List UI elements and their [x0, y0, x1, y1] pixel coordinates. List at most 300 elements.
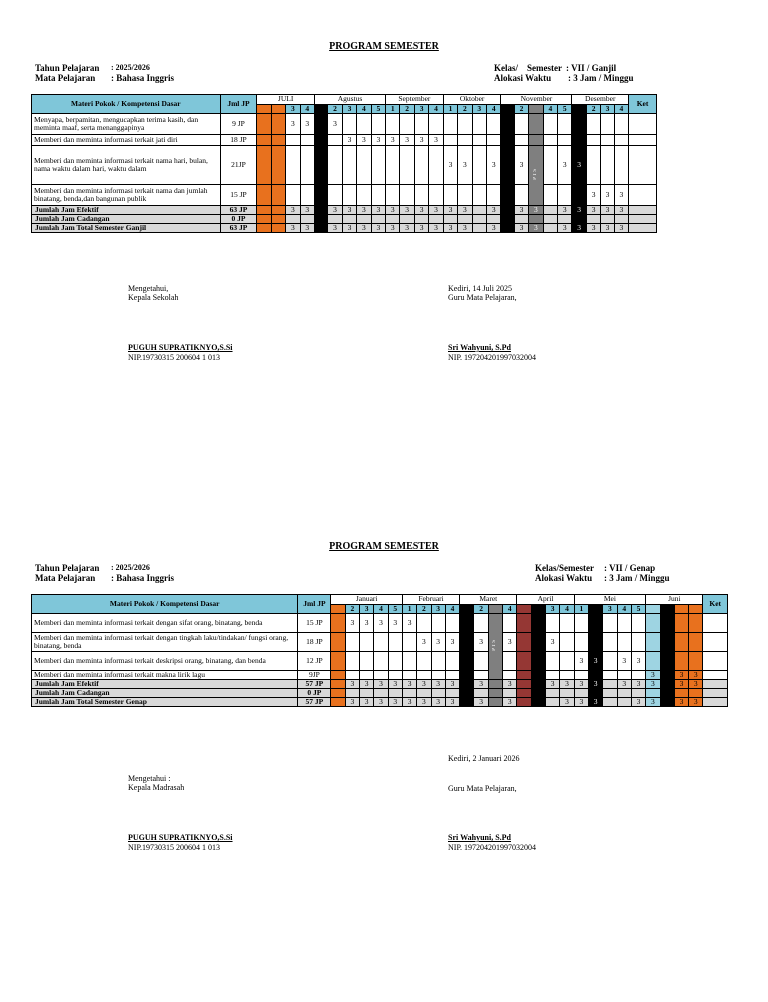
total-cell	[586, 215, 600, 224]
total-cell: 3	[445, 698, 459, 707]
col-header-materi: Materi Pokok / Kompetensi Dasar	[32, 95, 221, 114]
week-header: 2	[514, 104, 528, 114]
week-header: 3	[603, 604, 617, 614]
total-cell	[487, 215, 501, 224]
week-cell	[257, 146, 271, 185]
week-cell	[257, 135, 271, 146]
total-cell	[488, 698, 502, 707]
week-cell	[517, 633, 531, 652]
total-label: Jumlah Jam Total Semester Genap	[32, 698, 298, 707]
total-cell	[472, 224, 486, 233]
total-cell	[374, 689, 388, 698]
ket-cell	[703, 633, 728, 652]
week-cell	[474, 671, 488, 680]
week-cell	[586, 135, 600, 146]
ket-cell	[629, 215, 657, 224]
week-cell	[445, 652, 459, 671]
week-cell: 3	[474, 633, 488, 652]
materi-cell: Memberi dan meminta informasi terkait dengan sifat orang, binatang, benda	[32, 614, 298, 633]
pts-label: P T S	[532, 169, 538, 180]
total-cell: 3	[487, 206, 501, 215]
total-cell	[646, 689, 660, 698]
week-cell	[257, 114, 271, 135]
week-cell	[660, 671, 674, 680]
total-cell	[514, 215, 528, 224]
week-cell	[531, 633, 545, 652]
total-cell	[660, 698, 674, 707]
week-header: 3	[431, 604, 445, 614]
total-label: Jumlah Jam Efektif	[32, 206, 221, 215]
week-cell: 3	[458, 146, 472, 185]
week-cell	[386, 114, 400, 135]
guru-name: Sri Wahyuni, S.Pd	[448, 833, 511, 842]
table-row	[32, 633, 728, 652]
week-cell	[443, 135, 457, 146]
total-cell: 3	[588, 698, 602, 707]
total-cell	[588, 689, 602, 698]
week-cell	[631, 671, 645, 680]
week-cell: 3	[388, 614, 402, 633]
week-header: 2	[474, 604, 488, 614]
week-cell	[543, 185, 557, 206]
total-cell	[603, 680, 617, 689]
week-cell: 3	[431, 633, 445, 652]
week-cell	[300, 185, 314, 206]
week-header: 2	[328, 104, 342, 114]
mapel-label: Mata Pelajaran	[35, 573, 96, 583]
program-semester-table-ganjil	[31, 94, 657, 233]
week-cell	[558, 185, 572, 206]
week-cell	[315, 146, 328, 185]
week-header: 4	[617, 604, 631, 614]
week-cell	[543, 146, 557, 185]
mengetahui-text: Mengetahui,	[128, 284, 169, 293]
week-cell	[503, 652, 517, 671]
table-row	[32, 146, 657, 185]
week-cell	[400, 185, 414, 206]
week-cell	[501, 185, 514, 206]
week-cell	[472, 185, 486, 206]
total-cell	[503, 689, 517, 698]
week-header: 4	[487, 104, 501, 114]
week-cell	[388, 633, 402, 652]
week-cell: 3	[374, 614, 388, 633]
total-cell: 3	[529, 206, 543, 215]
table-row	[32, 135, 657, 146]
total-jp: 57 JP	[298, 680, 331, 689]
week-cell	[531, 614, 545, 633]
total-cell: 3	[572, 224, 586, 233]
week-cell: 3	[574, 652, 588, 671]
kelas-label: Kelas/Semester	[535, 563, 594, 573]
week-cell	[300, 146, 314, 185]
week-cell	[328, 146, 342, 185]
week-cell	[443, 185, 457, 206]
total-cell	[601, 215, 614, 224]
total-cell	[674, 689, 688, 698]
week-cell	[614, 135, 628, 146]
week-header: 1	[443, 104, 457, 114]
week-cell	[514, 135, 528, 146]
week-header: 5	[371, 104, 385, 114]
week-cell	[417, 671, 431, 680]
week-cell	[357, 146, 371, 185]
kepala-name: PUGUH SUPRATIKNYO,S.Si	[128, 343, 233, 352]
ket-cell	[629, 146, 657, 185]
total-cell: 3	[487, 224, 501, 233]
week-header: 2	[417, 604, 431, 614]
week-cell	[331, 633, 345, 652]
total-cell	[488, 689, 502, 698]
week-cell	[271, 185, 285, 206]
total-cell	[572, 215, 586, 224]
jp-cell: 15 JP	[220, 185, 257, 206]
tahun-value: : 2025/2026	[111, 63, 150, 72]
week-cell	[345, 633, 359, 652]
week-cell	[315, 114, 328, 135]
ket-cell	[629, 114, 657, 135]
col-header-ket: Ket	[703, 595, 728, 614]
week-cell	[414, 185, 428, 206]
week-cell	[328, 135, 342, 146]
materi-cell: Memberi dan meminta informasi terkait makna lirik lagu	[32, 671, 298, 680]
total-cell	[617, 698, 631, 707]
month-header: Januari	[331, 595, 403, 605]
week-header: 2	[345, 604, 359, 614]
month-header: Februari	[402, 595, 459, 605]
total-cell: 3	[674, 680, 688, 689]
total-cell: 3	[558, 206, 572, 215]
week-cell	[603, 633, 617, 652]
total-cell: 3	[360, 698, 374, 707]
week-cell	[558, 114, 572, 135]
week-cell	[374, 671, 388, 680]
total-cell	[660, 680, 674, 689]
mapel-label: Mata Pelajaran	[35, 73, 96, 83]
week-cell	[345, 652, 359, 671]
week-cell: 3	[371, 135, 385, 146]
week-header	[531, 604, 545, 614]
week-cell	[517, 671, 531, 680]
total-cell: 3	[617, 680, 631, 689]
week-cell	[501, 146, 514, 185]
total-cell: 3	[374, 680, 388, 689]
week-cell: 3	[631, 652, 645, 671]
total-cell	[357, 215, 371, 224]
total-cell: 3	[328, 206, 342, 215]
total-cell: 3	[429, 224, 443, 233]
total-cell: 3	[588, 680, 602, 689]
week-header	[488, 604, 502, 614]
week-cell	[386, 185, 400, 206]
week-cell	[388, 652, 402, 671]
week-cell	[371, 114, 385, 135]
total-cell	[501, 206, 514, 215]
total-cell	[331, 689, 345, 698]
week-cell	[501, 135, 514, 146]
total-cell	[257, 206, 271, 215]
week-header: 3	[472, 104, 486, 114]
month-header: September	[386, 95, 444, 105]
total-cell: 3	[546, 680, 560, 689]
week-cell	[414, 146, 428, 185]
week-header	[501, 104, 514, 114]
total-cell	[342, 215, 356, 224]
total-cell: 3	[417, 698, 431, 707]
week-cell	[646, 614, 660, 633]
total-cell: 3	[286, 224, 300, 233]
total-cell	[286, 215, 300, 224]
week-cell	[603, 671, 617, 680]
total-cell	[386, 215, 400, 224]
week-cell	[445, 614, 459, 633]
week-cell	[560, 633, 574, 652]
week-cell	[371, 146, 385, 185]
week-cell	[674, 614, 688, 633]
week-cell: 3	[689, 671, 703, 680]
table-row	[32, 652, 728, 671]
total-cell: 3	[371, 224, 385, 233]
total-cell	[271, 215, 285, 224]
week-cell	[503, 614, 517, 633]
week-header	[460, 604, 474, 614]
mapel-value: : Bahasa Inggris	[111, 573, 175, 583]
week-cell	[543, 135, 557, 146]
total-row	[32, 206, 657, 215]
week-cell: 3	[646, 671, 660, 680]
week-cell	[689, 614, 703, 633]
total-cell: 3	[474, 680, 488, 689]
week-cell	[488, 614, 502, 680]
jp-cell: 15 JP	[298, 614, 331, 633]
total-cell: 3	[443, 224, 457, 233]
jp-cell: 9JP	[298, 671, 331, 680]
week-cell: 3	[546, 633, 560, 652]
week-cell	[601, 114, 614, 135]
ket-cell	[703, 671, 728, 680]
week-cell	[386, 146, 400, 185]
total-cell: 3	[414, 224, 428, 233]
week-cell	[614, 146, 628, 185]
week-cell	[374, 652, 388, 671]
week-cell	[689, 633, 703, 652]
week-cell	[501, 114, 514, 135]
week-cell	[460, 614, 474, 633]
week-cell: 3	[328, 114, 342, 135]
jp-cell: 12 JP	[298, 652, 331, 671]
tahun-label: Tahun Pelajaran	[35, 63, 100, 73]
month-header: JULI	[257, 95, 315, 105]
col-header-materi: Materi Pokok / Kompetensi Dasar	[32, 595, 298, 614]
week-cell	[400, 146, 414, 185]
total-cell: 3	[429, 206, 443, 215]
total-cell	[431, 689, 445, 698]
week-cell	[460, 652, 474, 671]
week-header: 3	[360, 604, 374, 614]
week-cell	[646, 652, 660, 671]
week-cell: 3	[617, 652, 631, 671]
ket-cell	[703, 689, 728, 698]
total-cell	[472, 215, 486, 224]
program-semester-table-genap	[31, 594, 728, 707]
kepala-name: PUGUH SUPRATIKNYO,S.Si	[128, 833, 233, 842]
total-cell: 3	[503, 680, 517, 689]
total-cell	[560, 689, 574, 698]
week-header: 1	[574, 604, 588, 614]
week-cell	[443, 114, 457, 135]
week-cell: 3	[286, 114, 300, 135]
week-cell	[400, 114, 414, 135]
kepala-nip: NIP.19730315 200604 1 013	[128, 843, 221, 852]
ket-cell	[703, 680, 728, 689]
week-cell: 3	[503, 633, 517, 652]
total-cell: 3	[560, 680, 574, 689]
total-cell: 3	[443, 206, 457, 215]
week-header: 4	[357, 104, 371, 114]
total-cell: 3	[345, 698, 359, 707]
jp-cell: 18 JP	[298, 633, 331, 652]
week-cell	[572, 135, 586, 146]
week-cell	[271, 135, 285, 146]
total-row	[32, 680, 728, 689]
week-cell	[601, 146, 614, 185]
week-cell	[558, 135, 572, 146]
total-cell: 3	[529, 224, 543, 233]
week-cell	[474, 614, 488, 633]
total-jp: 63 JP	[220, 224, 257, 233]
total-cell: 3	[431, 680, 445, 689]
total-cell: 3	[342, 206, 356, 215]
week-header: 5	[388, 604, 402, 614]
total-cell: 3	[646, 680, 660, 689]
week-cell	[286, 135, 300, 146]
guru-nip: NIP. 197204201997032004	[448, 353, 537, 362]
week-cell	[603, 614, 617, 633]
total-cell	[371, 215, 385, 224]
total-cell: 3	[417, 680, 431, 689]
total-cell: 3	[514, 206, 528, 215]
week-cell: 3	[342, 135, 356, 146]
week-cell	[487, 135, 501, 146]
week-cell	[574, 633, 588, 652]
total-cell	[417, 689, 431, 698]
total-cell	[603, 698, 617, 707]
week-cell	[617, 633, 631, 652]
week-cell	[487, 114, 501, 135]
week-cell	[601, 135, 614, 146]
jp-cell: 9 JP	[220, 114, 257, 135]
week-cell	[315, 185, 328, 206]
total-label: Jumlah Jam Cadangan	[32, 689, 298, 698]
week-cell	[560, 671, 574, 680]
total-jp: 57 JP	[298, 698, 331, 707]
month-header: Mei	[574, 595, 646, 605]
total-cell: 3	[388, 698, 402, 707]
week-cell	[342, 114, 356, 135]
week-cell	[546, 614, 560, 633]
total-cell	[543, 215, 557, 224]
week-cell	[543, 114, 557, 135]
week-cell: 3	[572, 146, 586, 185]
mengetahui-text: Mengetahui :	[128, 774, 171, 783]
week-cell	[472, 135, 486, 146]
week-cell	[529, 114, 543, 135]
week-cell	[546, 652, 560, 671]
kepala-nip: NIP.19730315 200604 1 013	[128, 353, 221, 362]
week-cell: 3	[414, 135, 428, 146]
week-header: 5	[558, 104, 572, 114]
week-cell: 3	[487, 146, 501, 185]
total-cell: 3	[445, 680, 459, 689]
total-cell: 3	[300, 224, 314, 233]
materi-cell: Memberi dan meminta informasi terkait nama dan jumlah binatang, benda,dan bangunan publik	[32, 185, 221, 206]
week-cell	[631, 633, 645, 652]
total-cell: 3	[614, 224, 628, 233]
week-cell	[689, 652, 703, 671]
week-cell	[460, 671, 474, 680]
week-cell	[574, 671, 588, 680]
total-cell	[460, 698, 474, 707]
total-cell	[617, 689, 631, 698]
ket-cell	[703, 698, 728, 707]
alokasi-value: : 3 Jam / Minggu	[604, 573, 670, 583]
week-cell	[414, 114, 428, 135]
total-cell: 3	[631, 680, 645, 689]
week-cell	[417, 614, 431, 633]
week-cell	[458, 185, 472, 206]
total-cell: 3	[614, 206, 628, 215]
pts-label: P T S	[492, 640, 498, 651]
total-cell	[546, 698, 560, 707]
kelas-label: Kelas/ Semester	[494, 63, 562, 73]
total-cell	[529, 215, 543, 224]
week-header: 4	[543, 104, 557, 114]
week-cell	[271, 114, 285, 135]
table-row	[32, 614, 728, 633]
total-cell	[328, 215, 342, 224]
total-cell: 3	[357, 206, 371, 215]
week-cell	[503, 671, 517, 680]
week-cell	[617, 614, 631, 633]
jp-cell: 18 JP	[220, 135, 257, 146]
total-cell: 3	[689, 680, 703, 689]
week-cell	[402, 633, 416, 652]
materi-cell: Memberi dan meminta informasi terkait jati diri	[32, 135, 221, 146]
week-cell	[460, 633, 474, 652]
week-cell: 3	[386, 135, 400, 146]
total-cell: 3	[689, 698, 703, 707]
total-cell	[517, 689, 531, 698]
week-cell: 3	[402, 614, 416, 633]
week-header: 2	[586, 104, 600, 114]
total-cell: 3	[328, 224, 342, 233]
col-header-jml: Jml JP	[298, 595, 331, 614]
week-cell	[271, 146, 285, 185]
week-cell	[431, 614, 445, 633]
week-cell	[674, 633, 688, 652]
week-cell	[388, 671, 402, 680]
total-cell: 3	[400, 206, 414, 215]
month-header: Juni	[646, 595, 703, 605]
total-label: Jumlah Jam Total Semester Ganjil	[32, 224, 221, 233]
week-cell	[646, 633, 660, 652]
total-cell	[331, 680, 345, 689]
total-cell: 3	[458, 206, 472, 215]
total-cell	[546, 689, 560, 698]
total-cell: 3	[601, 206, 614, 215]
month-header: Desember	[572, 95, 629, 105]
week-cell	[431, 671, 445, 680]
